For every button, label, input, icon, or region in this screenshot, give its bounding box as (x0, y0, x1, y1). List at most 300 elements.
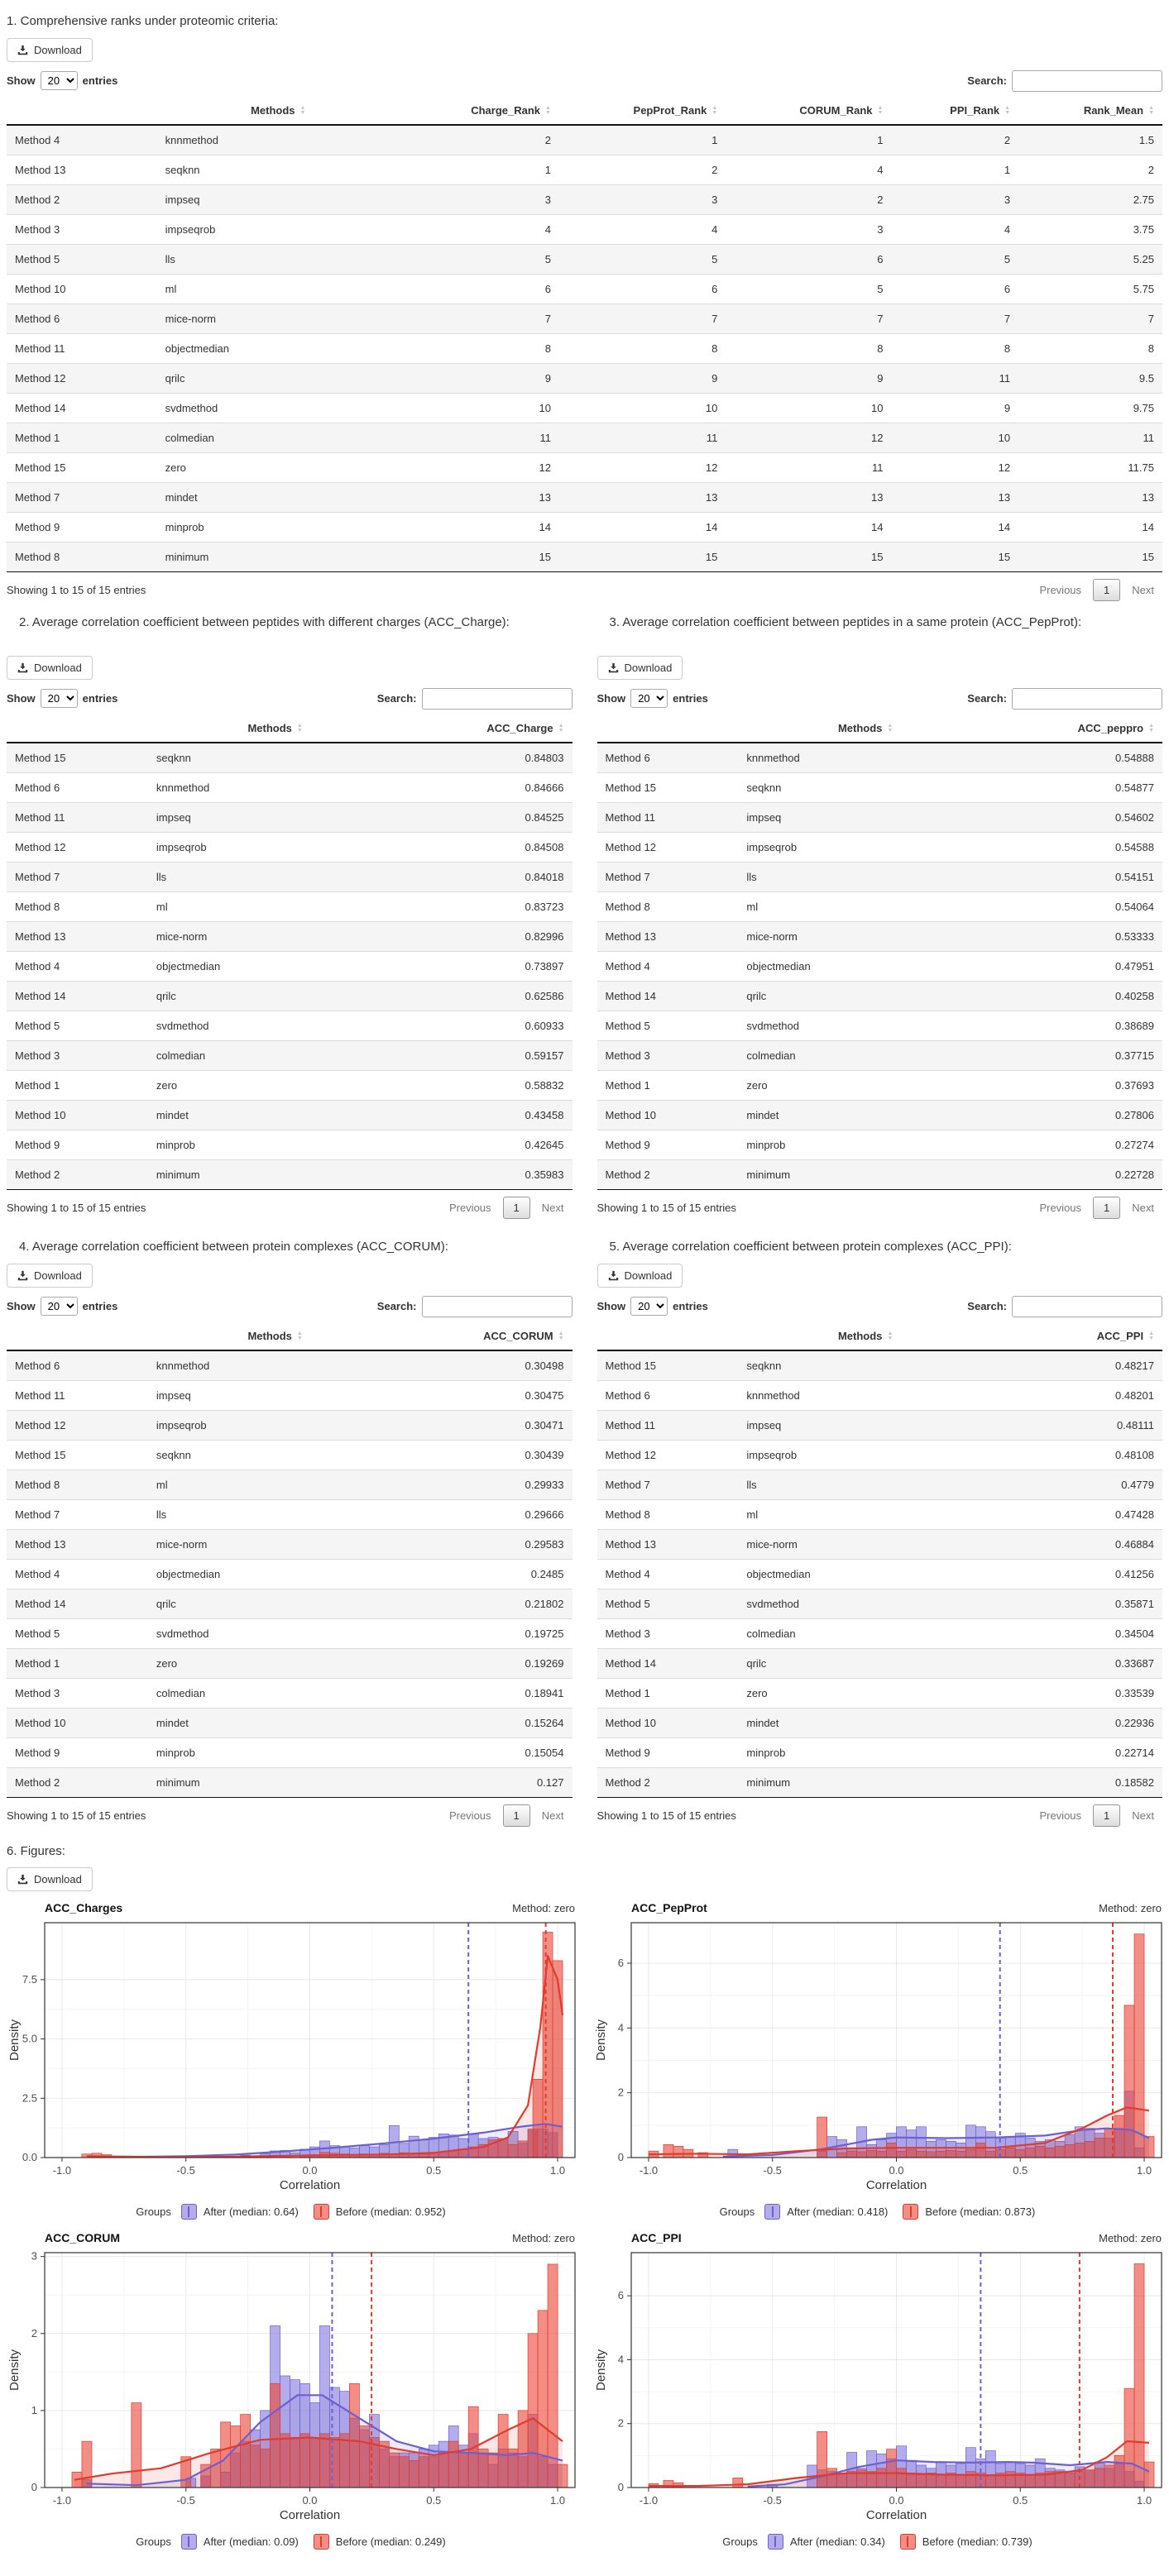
entries-label: entries (673, 692, 708, 705)
page-title: 1. Comprehensive ranks under proteomic criteria: (7, 14, 279, 28)
row-name-cell: Method 4 (605, 1567, 650, 1580)
section-acc-charge (7, 606, 573, 1222)
column-header[interactable]: Methods ▲ ▼ (148, 714, 403, 743)
method-cell: seqknn (746, 781, 782, 794)
value-cell: 5.25 (1133, 252, 1154, 265)
page-size-control (597, 689, 708, 708)
row-name-cell: Method 12 (605, 1448, 656, 1461)
value-cell: 7 (544, 312, 551, 325)
column-header[interactable]: ACC_Charge ▲ ▼ (402, 714, 572, 743)
value-cell: 1.5 (1138, 133, 1154, 146)
value-cell: 0.19725 (525, 1627, 564, 1640)
chart-method-label: Method: zero (512, 2232, 575, 2244)
method-cell: objectmedian (746, 1567, 811, 1580)
table-row[interactable] (7, 1618, 573, 1648)
row-name-cell: Method 6 (15, 312, 60, 325)
table-row[interactable] (597, 921, 1163, 951)
value-cell: 0.84803 (525, 751, 564, 764)
column-header[interactable]: Methods ▲ ▼ (148, 1322, 403, 1350)
method-cell: svdmethod (156, 1019, 209, 1032)
table-row[interactable] (7, 891, 573, 921)
table-row[interactable] (597, 1589, 1163, 1618)
density-plot (7, 1916, 583, 2196)
table-row[interactable] (597, 1499, 1163, 1529)
page-size-select[interactable] (630, 689, 668, 708)
next-button[interactable]: Next (1132, 1809, 1154, 1822)
value-cell: 14 (705, 520, 718, 533)
table-row[interactable] (597, 802, 1163, 832)
table-row[interactable] (597, 1440, 1163, 1470)
table-row[interactable] (7, 1529, 573, 1559)
legend-swatch-after (764, 2204, 780, 2220)
download-button[interactable] (7, 1867, 93, 1891)
legend-after-label: After (median: 0.34) (789, 2535, 885, 2548)
table-row[interactable] (597, 1678, 1163, 1708)
table-row[interactable] (7, 452, 1162, 482)
acc-corum-table (7, 1322, 573, 1798)
table-row[interactable] (7, 921, 573, 951)
page-size-select[interactable] (630, 1297, 668, 1316)
table-row[interactable] (7, 1767, 573, 1797)
table-row[interactable] (7, 155, 1162, 184)
table-row[interactable] (7, 512, 1162, 542)
method-cell: qrilc (165, 371, 185, 385)
table-row[interactable] (597, 832, 1163, 862)
svg-text:0.0: 0.0 (889, 2164, 904, 2177)
row-name-cell: Method 13 (605, 1537, 656, 1551)
value-cell: 0.19269 (525, 1656, 564, 1670)
method-cell: qrilc (156, 1597, 176, 1610)
table-row[interactable] (597, 1040, 1163, 1070)
value-cell: 0.83723 (525, 900, 564, 913)
table-row[interactable] (597, 1648, 1163, 1678)
previous-button[interactable]: Previous (1039, 1809, 1082, 1822)
row-name-cell: Method 3 (15, 1049, 60, 1062)
method-cell: minimum (746, 1775, 791, 1789)
svg-text:1.0: 1.0 (1136, 2494, 1152, 2507)
legend-swatch-after (181, 2204, 197, 2220)
value-cell: 0.18941 (525, 1686, 564, 1699)
header-row (597, 714, 1163, 743)
value-cell: 1 (711, 133, 718, 146)
download-button[interactable] (7, 38, 93, 62)
svg-text:5.0: 5.0 (22, 2032, 37, 2045)
value-cell: 0.34504 (1115, 1627, 1154, 1640)
value-cell: 2.75 (1133, 193, 1154, 206)
column-header[interactable]: ACC_PPI ▲ ▼ (993, 1322, 1162, 1350)
section-ranks (7, 13, 1162, 601)
page-size-select[interactable] (41, 71, 78, 90)
table-row[interactable] (7, 393, 1162, 423)
method-cell: mindet (156, 1716, 189, 1729)
sort-icon: ▲ ▼ (296, 723, 303, 734)
legend-swatch-after (181, 2534, 197, 2550)
table-row[interactable] (597, 1470, 1163, 1499)
svg-text:1: 1 (31, 2403, 37, 2416)
search-label: Search: (967, 74, 1007, 87)
row-name-cell: Method 7 (605, 870, 650, 883)
previous-button[interactable]: Previous (448, 1809, 491, 1822)
entries-label: entries (82, 1300, 118, 1312)
table-row[interactable] (7, 951, 573, 981)
value-cell: 0.48217 (1115, 1359, 1154, 1372)
table-row[interactable] (7, 1470, 573, 1499)
method-cell: mindet (165, 490, 198, 504)
row-name-cell: Method 6 (15, 1359, 60, 1372)
page-size-select[interactable] (41, 689, 78, 708)
table-row[interactable] (7, 743, 573, 773)
value-cell: 0.29583 (525, 1537, 564, 1551)
value-cell: 4 (544, 222, 551, 236)
table-row[interactable] (7, 1499, 573, 1529)
download-label: Download (34, 1873, 82, 1885)
table-row[interactable] (597, 891, 1163, 921)
method-cell: zero (165, 461, 186, 474)
column-header-rowname (597, 1322, 739, 1350)
legend-swatch-before (900, 2534, 916, 2550)
table-row[interactable] (597, 1100, 1163, 1130)
search-label: Search: (967, 1300, 1007, 1312)
table-row[interactable] (7, 542, 1162, 571)
table-row[interactable] (7, 1350, 573, 1381)
search-label: Search: (376, 692, 417, 705)
next-button[interactable]: Next (1132, 583, 1154, 596)
value-cell: 11 (871, 461, 884, 474)
download-label: Download (34, 661, 82, 674)
column-header-rowname (7, 97, 157, 125)
row-name-cell: Method 14 (15, 989, 66, 1002)
download-icon (17, 45, 28, 55)
table-row[interactable] (597, 1529, 1163, 1559)
table-row[interactable] (7, 1589, 573, 1618)
value-cell: 0.73897 (525, 959, 564, 973)
row-name-cell: Method 1 (15, 1078, 60, 1092)
value-cell: 8 (1004, 342, 1011, 355)
value-cell: 0.27274 (1115, 1138, 1154, 1151)
column-header[interactable]: ACC_CORUM ▲ ▼ (402, 1322, 572, 1350)
table-row[interactable] (597, 951, 1163, 981)
table-row[interactable] (597, 1380, 1163, 1410)
page-number-button[interactable]: 1 (503, 1197, 530, 1219)
table-row[interactable] (7, 274, 1162, 303)
legend-groups-label: Groups (136, 2535, 171, 2548)
density-plot (7, 2246, 583, 2526)
next-button[interactable]: Next (1132, 1201, 1154, 1214)
table-row[interactable] (7, 772, 573, 802)
column-header[interactable]: PPI_Rank ▲ ▼ (891, 97, 1018, 125)
legend-swatch-before (314, 2534, 329, 2550)
legend-groups-label: Groups (722, 2535, 758, 2548)
table-row[interactable] (7, 1440, 573, 1470)
pagination (1031, 579, 1162, 601)
value-cell: 15 (871, 550, 884, 563)
table-row[interactable] (7, 1130, 573, 1159)
svg-text:2: 2 (31, 2326, 37, 2339)
row-name-cell: Method 13 (15, 1537, 66, 1551)
svg-text:4: 4 (617, 2021, 624, 2034)
value-cell: 7 (877, 312, 884, 325)
value-cell: 12 (998, 461, 1011, 474)
page-number-button[interactable]: 1 (1093, 579, 1120, 601)
value-cell: 13 (539, 490, 551, 504)
table-row[interactable] (597, 1767, 1163, 1797)
table-row[interactable] (7, 244, 1162, 274)
method-cell: colmedian (746, 1627, 796, 1640)
column-header[interactable]: Charge_Rank ▲ ▼ (400, 97, 559, 125)
table-row[interactable] (7, 832, 573, 862)
download-button[interactable] (7, 1264, 93, 1288)
method-cell: mice-norm (746, 930, 798, 943)
download-button[interactable] (7, 656, 93, 680)
table-row[interactable] (597, 1070, 1163, 1100)
method-cell: objectmedian (165, 342, 229, 355)
method-cell: ml (165, 282, 177, 295)
legend-before-label: Before (median: 0.249) (335, 2535, 446, 2548)
column-header[interactable]: PepProt_Rank ▲ ▼ (559, 97, 726, 125)
value-cell: 0.27806 (1115, 1108, 1154, 1121)
row-name-cell: Method 10 (15, 1716, 66, 1729)
value-cell: 8 (877, 342, 884, 355)
table-row[interactable] (7, 303, 1162, 333)
method-cell: impseqrob (165, 222, 216, 236)
value-cell: 5 (1004, 252, 1011, 265)
table-row[interactable] (7, 1011, 573, 1040)
table-row[interactable] (597, 743, 1163, 773)
table-row[interactable] (597, 1618, 1163, 1648)
table-row[interactable] (7, 1100, 573, 1130)
download-label: Download (34, 1269, 82, 1282)
method-cell: svdmethod (746, 1019, 799, 1032)
table-row[interactable] (597, 1130, 1163, 1159)
value-cell: 4 (1004, 222, 1011, 236)
table-row[interactable] (7, 423, 1162, 452)
table-row[interactable] (7, 1070, 573, 1100)
value-cell: 8 (711, 342, 718, 355)
table-row[interactable] (597, 981, 1163, 1011)
table-info: Showing 1 to 15 of 15 entries (596, 1201, 736, 1214)
table-row[interactable] (597, 1410, 1163, 1440)
svg-text:4: 4 (617, 2353, 624, 2366)
search-input[interactable] (1012, 1296, 1162, 1317)
value-cell: 2 (1147, 163, 1154, 176)
row-name-cell: Method 14 (15, 401, 66, 414)
row-name-cell: Method 13 (605, 930, 656, 943)
search-input[interactable] (1012, 70, 1162, 92)
section-title: 3. Average correlation coefficient between peptides in a same protein (ACC_PepProt): (609, 614, 1082, 629)
value-cell: 0.41256 (1115, 1567, 1154, 1580)
table-row[interactable] (597, 862, 1163, 891)
table-row[interactable] (7, 214, 1162, 244)
table-row[interactable] (7, 363, 1162, 393)
table-row[interactable] (597, 1708, 1163, 1737)
legend-swatch-before (314, 2204, 329, 2220)
chart-title: ACC_PepProt (631, 1901, 707, 1914)
sort-icon: ▲ ▼ (296, 1331, 303, 1342)
method-cell: colmedian (746, 1049, 796, 1062)
method-cell: ml (746, 1508, 759, 1521)
row-name-cell: Method 5 (15, 1627, 60, 1640)
value-cell: 5 (544, 252, 551, 265)
method-cell: mice-norm (165, 312, 217, 325)
chart-legend (7, 2204, 583, 2220)
value-cell: 0.37693 (1115, 1078, 1154, 1092)
page-size-control (597, 1297, 708, 1316)
svg-text:Correlation: Correlation (279, 2178, 341, 2192)
table-row[interactable] (7, 1040, 573, 1070)
previous-button[interactable]: Previous (1039, 583, 1082, 596)
value-cell: 0.21802 (525, 1597, 564, 1610)
row-name-cell: Method 7 (605, 1478, 650, 1491)
value-cell: 0.4779 (1121, 1478, 1154, 1491)
page-number-button[interactable]: 1 (1093, 1197, 1120, 1219)
method-cell: lls (746, 870, 757, 883)
row-name-cell: Method 15 (15, 461, 66, 474)
table-row[interactable] (7, 1559, 573, 1589)
table-row[interactable] (7, 1410, 573, 1440)
table-row[interactable] (7, 802, 573, 832)
value-cell: 0.15264 (525, 1716, 564, 1729)
search-input[interactable] (1012, 688, 1162, 710)
method-cell: impseqrob (156, 1418, 207, 1431)
method-cell: knnmethod (156, 781, 210, 794)
table-row[interactable] (7, 482, 1162, 512)
row-name-cell: Method 4 (15, 959, 60, 973)
value-cell: 0.37715 (1115, 1049, 1154, 1062)
row-name-cell: Method 15 (15, 1448, 66, 1461)
column-header[interactable]: Methods ▲ ▼ (738, 1322, 993, 1350)
legend-before-label: Before (median: 0.873) (925, 2206, 1036, 2218)
value-cell: 15 (1142, 550, 1154, 563)
value-cell: 0.54588 (1115, 840, 1154, 853)
table-row[interactable] (7, 184, 1162, 214)
column-header[interactable]: ACC_peppro ▲ ▼ (993, 714, 1162, 743)
search-input[interactable] (422, 688, 573, 710)
table-row[interactable] (7, 1648, 573, 1678)
table-row[interactable] (7, 1380, 573, 1410)
method-cell: minprob (746, 1138, 786, 1151)
row-name-cell: Method 9 (15, 1138, 60, 1151)
table-row[interactable] (7, 862, 573, 891)
previous-button[interactable]: Previous (448, 1201, 491, 1214)
method-cell: impseq (746, 810, 782, 824)
pagination (441, 1197, 573, 1219)
table-row[interactable] (7, 1737, 573, 1767)
show-label: Show (596, 1300, 626, 1312)
svg-text:7.5: 7.5 (22, 1972, 37, 1986)
value-cell: 9 (711, 371, 718, 385)
chart-method-label: Method: zero (1099, 2232, 1162, 2244)
value-cell: 15 (705, 550, 718, 563)
svg-text:1.0: 1.0 (549, 2164, 566, 2177)
density-plot (593, 1916, 1169, 2196)
svg-text:-1.0: -1.0 (639, 2494, 659, 2507)
value-cell: 5 (711, 252, 718, 265)
row-name-cell: Method 3 (15, 1686, 60, 1699)
search-control (377, 688, 573, 710)
row-name-cell: Method 14 (605, 1656, 656, 1670)
value-cell: 12 (539, 461, 551, 474)
value-cell: 11 (1143, 431, 1154, 444)
table-row[interactable] (597, 1159, 1163, 1189)
column-header[interactable]: Methods ▲ ▼ (738, 714, 993, 743)
column-header[interactable]: Rank_Mean ▲ ▼ (1018, 97, 1162, 125)
chart-acc-ppi (593, 2231, 1169, 2554)
table-row[interactable] (7, 333, 1162, 363)
column-header-rowname (7, 1322, 148, 1350)
column-header[interactable]: CORUM_Rank ▲ ▼ (726, 97, 891, 125)
table-row[interactable] (7, 981, 573, 1011)
next-button[interactable]: Next (541, 1201, 564, 1214)
method-cell: mice-norm (156, 930, 208, 943)
previous-button[interactable]: Previous (1039, 1201, 1082, 1214)
row-name-cell: Method 10 (15, 282, 66, 295)
table-row[interactable] (597, 1011, 1163, 1040)
row-name-cell: Method 7 (15, 490, 60, 504)
row-name-cell: Method 11 (15, 810, 65, 824)
page-number-button[interactable]: 1 (503, 1804, 530, 1827)
download-icon (17, 662, 28, 673)
table-row[interactable] (597, 1737, 1163, 1767)
value-cell: 0.40258 (1115, 989, 1154, 1002)
method-cell: mindet (746, 1108, 779, 1121)
show-label: Show (7, 1300, 36, 1312)
row-name-cell: Method 12 (15, 1418, 66, 1431)
search-input[interactable] (422, 1296, 573, 1317)
row-name-cell: Method 8 (605, 900, 650, 913)
method-cell: minprob (165, 520, 204, 533)
row-name-cell: Method 14 (605, 989, 656, 1002)
value-cell: 0.33687 (1115, 1656, 1154, 1670)
show-label: Show (7, 74, 36, 87)
chart-method-label: Method: zero (1099, 1902, 1162, 1914)
value-cell: 0.29933 (525, 1478, 564, 1491)
page-number-button[interactable]: 1 (1093, 1804, 1120, 1827)
row-name-cell: Method 9 (605, 1746, 650, 1759)
value-cell: 0.15054 (525, 1746, 564, 1759)
value-cell: 6 (1004, 282, 1011, 295)
table-row[interactable] (597, 772, 1163, 802)
method-cell: zero (156, 1656, 178, 1670)
svg-text:1.0: 1.0 (549, 2494, 566, 2507)
section-acc-ppi (597, 1231, 1163, 1830)
value-cell: 3.75 (1133, 222, 1154, 236)
value-cell: 1 (1004, 163, 1011, 176)
download-button[interactable] (597, 1264, 683, 1288)
method-cell: lls (746, 1478, 757, 1491)
value-cell: 9 (544, 371, 551, 385)
legend-after-label: After (median: 0.09) (203, 2535, 299, 2548)
table-row[interactable] (597, 1350, 1163, 1381)
value-cell: 9 (1004, 401, 1011, 414)
row-name-cell: Method 10 (605, 1108, 656, 1121)
column-header[interactable]: Methods ▲ ▼ (157, 97, 400, 125)
sort-icon: ▲ ▼ (1148, 723, 1154, 734)
download-button[interactable] (597, 656, 683, 680)
page-size-select[interactable] (41, 1297, 78, 1316)
table-row[interactable] (7, 1708, 573, 1737)
value-cell: 12 (705, 461, 718, 474)
next-button[interactable]: Next (541, 1809, 564, 1822)
table-row[interactable] (7, 1678, 573, 1708)
table-row[interactable] (7, 1159, 573, 1189)
row-name-cell: Method 8 (15, 1478, 60, 1491)
method-cell: minimum (156, 1168, 200, 1181)
table-row[interactable] (7, 125, 1162, 155)
table-row[interactable] (597, 1559, 1163, 1589)
value-cell: 0.18582 (1115, 1775, 1154, 1789)
entries-label: entries (673, 1300, 708, 1312)
search-control (967, 70, 1162, 92)
